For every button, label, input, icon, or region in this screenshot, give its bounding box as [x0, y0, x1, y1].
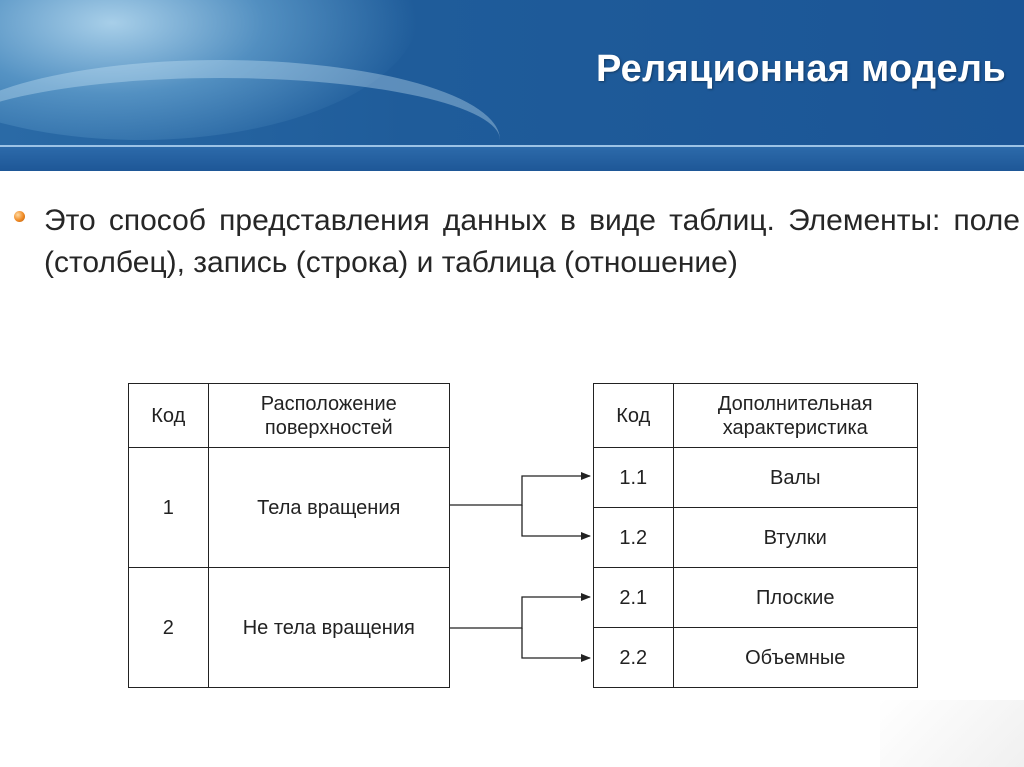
table-row — [129, 568, 450, 688]
connector-line-1 — [450, 476, 590, 505]
slide-title: Реляционная модель — [595, 48, 1006, 90]
cell-code: 2.2 — [594, 628, 674, 688]
cell-code: 1.1 — [594, 448, 674, 508]
connector-line-1 — [522, 505, 590, 536]
table-row — [594, 568, 918, 628]
header-surface-location: Расположение поверхностей — [208, 384, 449, 448]
header-band — [0, 145, 1024, 171]
cell-name: Втулки — [673, 508, 918, 568]
header-swoosh — [0, 60, 500, 145]
table-row — [594, 628, 918, 688]
cell-code: 2.1 — [594, 568, 674, 628]
cell-code: 1.2 — [594, 508, 674, 568]
header-code: Код — [594, 384, 674, 448]
cell-code: 2 — [129, 568, 209, 688]
cell-name: Плоские — [673, 568, 918, 628]
connector-line-2 — [450, 597, 590, 628]
header-additional-characteristic: Дополнительная характеристика — [673, 384, 918, 448]
table-characteristics — [593, 383, 918, 688]
cell-code: 1 — [129, 448, 209, 568]
header-code: Код — [129, 384, 209, 448]
cell-name: Валы — [673, 448, 918, 508]
cell-name: Тела вращения — [208, 448, 449, 568]
connector-line-2 — [522, 628, 590, 658]
bullet-icon — [14, 211, 25, 222]
table-row — [129, 448, 450, 568]
cell-name: Объемные — [673, 628, 918, 688]
slide-header — [0, 0, 1024, 145]
table-row — [594, 448, 918, 508]
table-row — [594, 508, 918, 568]
slide-text: Это способ представления данных в виде таблиц. Элементы: поле (столбец), запись (строка) и таблица (отношение) — [44, 204, 1020, 279]
table-header-row — [594, 384, 918, 448]
cell-name: Не тела вращения — [208, 568, 449, 688]
table-header-row — [129, 384, 450, 448]
corner-shade — [880, 700, 1024, 767]
table-surfaces — [128, 383, 450, 688]
